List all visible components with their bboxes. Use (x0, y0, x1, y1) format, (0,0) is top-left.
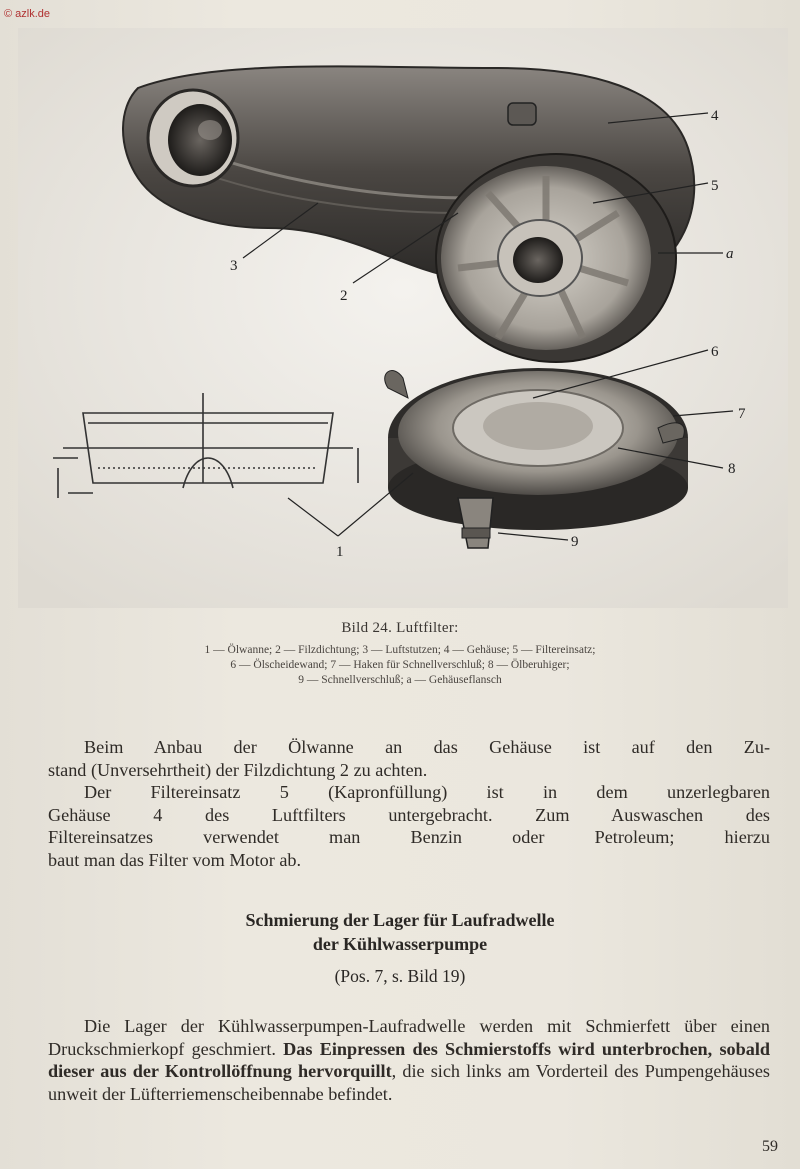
paragraph-2-emphasis: Das Einpressen des Schmierstoffs wird unterbrochen, sobald dieser aus der Kontrollöffnung hervorquillt (48, 1038, 770, 1081)
figure-label-4: 4 (711, 108, 719, 124)
figure-label-7: 7 (738, 406, 746, 422)
figure-label-3: 3 (230, 258, 238, 274)
section-heading-line-2: der Kühlwasserpumpe (312, 934, 488, 954)
caption-legend (0, 643, 800, 688)
paragraph-lubrication (48, 1015, 770, 1105)
caption-title: Bild 24. Luftfilter: (341, 620, 459, 636)
section-heading-line-1: Schmierung der Lager für Laufradwelle (245, 910, 555, 930)
paragraph-1-line-1: Beim Anbau der Ölwanne an das Gehäuse ist auf den Zu- (84, 737, 770, 757)
paragraph-2-text: Die Lager der Kühlwasserpumpen-Laufradwelle werden mit Schmierfett über einen Druckschmierkopf geschmiert. (48, 1016, 770, 1059)
paragraph-1-line-5: Filtereinsatzes verwendet man Benzin oder Petroleum; hierzu (48, 827, 770, 847)
air-filter-illustration (18, 28, 788, 608)
paragraph-2-text-end: , die sich links am Vorderteil des Pumpengehäuses unweit der Lüfterriemenscheibennabe befindet. (48, 1061, 770, 1104)
figure-label-5: 5 (711, 178, 719, 194)
watermark: © azlk.de (4, 8, 51, 20)
paragraph-1-line-4: Gehäuse 4 des Luftfilters untergebracht. Zum Auswaschen des (48, 804, 770, 825)
figure-label-6: 6 (711, 344, 719, 360)
page-number: 59 (762, 1138, 778, 1155)
paragraph-oil-pan (48, 736, 770, 871)
figure-label-8: 8 (728, 461, 736, 477)
legend-line-3: 9 — Schnellverschluß; a — Gehäuseflansch (298, 674, 502, 686)
figure-label-2: 2 (340, 288, 348, 304)
section-subtitle: (Pos. 7, s. Bild 19) (334, 966, 466, 986)
paragraph-1-line-2: stand (Unversehrtheit) der Filzdichtung 2 zu achten. (48, 759, 428, 780)
legend-line-1: 1 — Ölwanne; 2 — Filzdichtung; 3 — Luftstutzen; 4 — Gehäuse; 5 — Filtereinsatz; (204, 644, 596, 656)
legend-line-2: 6 — Ölscheidewand; 7 — Haken für Schnellverschluß; 8 — Ölberuhiger; (230, 659, 570, 671)
figure-caption (0, 620, 800, 688)
figure-label-a: a (726, 246, 734, 262)
paragraph-1-line-6: baut man das Filter vom Motor ab. (48, 849, 302, 870)
paragraph-1-line-3: Der Filtereinsatz 5 (Kapronfüllung) ist in dem unzerlegbaren (84, 782, 770, 802)
air-filter-figure (18, 28, 788, 608)
figure-label-9: 9 (571, 534, 579, 550)
section-heading (0, 908, 800, 956)
figure-label-1: 1 (336, 544, 344, 560)
